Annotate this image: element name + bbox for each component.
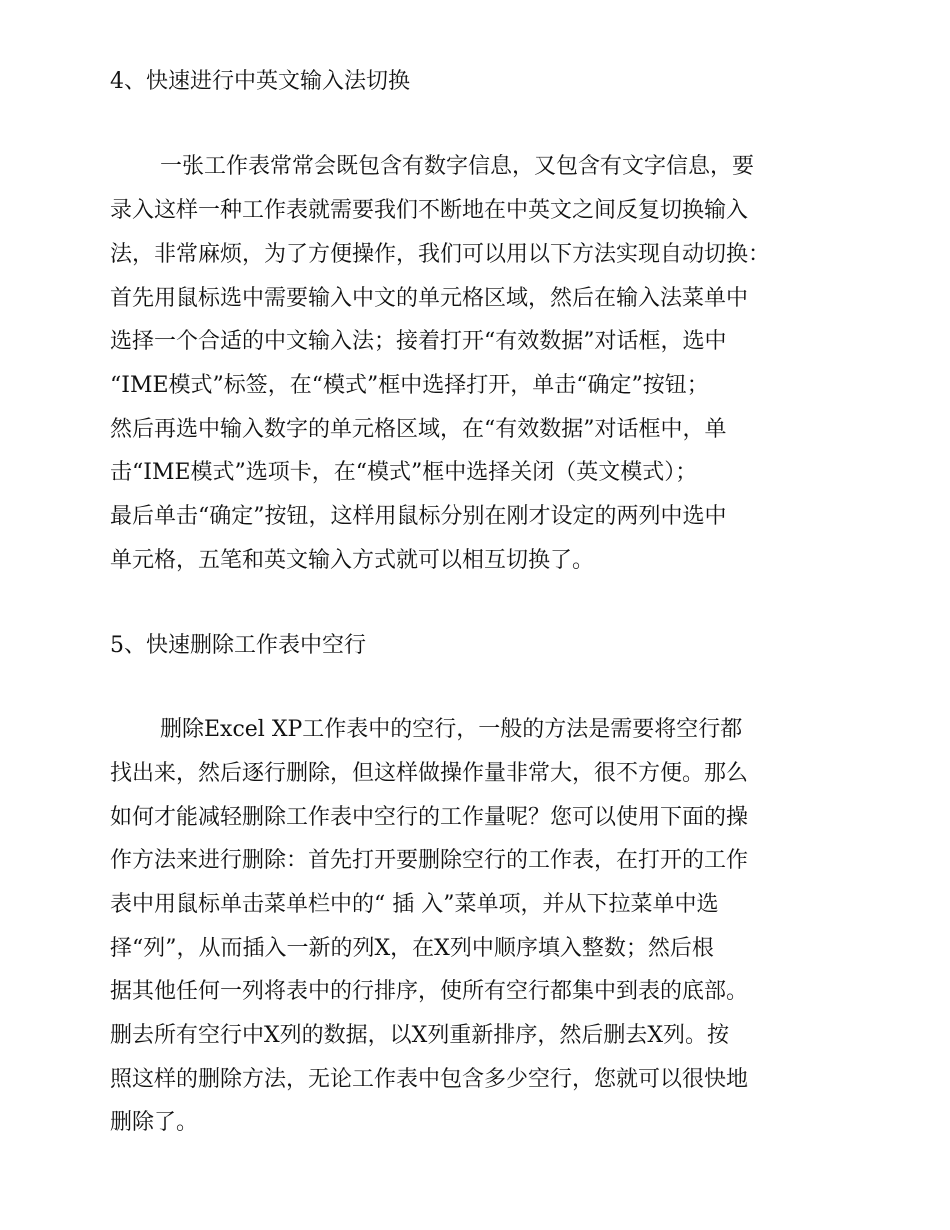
section-4-line-8: 击“IME模式”选项卡，在“模式”框中选择关闭（英文模式）； [110, 460, 698, 485]
section-5-heading: 5、快速删除工作表中空行 [110, 633, 366, 658]
section-5-line-8: 删去所有空行中X列的数据，以X列重新排序，然后删去X列。按 [110, 1023, 729, 1048]
section-5-line-3: 如何才能减轻删除工作表中空行的工作量呢？您可以使用下面的操 [110, 805, 749, 830]
section-5-line-1: 删除Excel XP工作表中的空行，一般的方法是需要将空行都 [160, 717, 743, 742]
section-5-line-7: 据其他任何一列将表中的行排序，使所有空行都集中到表的底部。 [110, 979, 749, 1004]
section-4-line-9: 最后单击“确定”按钮，这样用鼠标分别在刚才设定的两列中选中 [110, 504, 727, 529]
section-5-line-2: 找出来，然后逐行删除，但这样做操作量非常大，很不方便。那么 [110, 761, 749, 786]
section-5-line-4: 作方法来进行删除：首先打开要删除空行的工作表，在打开的工作 [110, 848, 749, 873]
section-4-line-10: 单元格，五笔和英文输入方式就可以相互切换了。 [110, 548, 595, 573]
section-4-line-2: 录入这样一种工作表就需要我们不断地在中英文之间反复切换输入 [110, 198, 749, 223]
section-5-line-9: 照这样的删除方法，无论工作表中包含多少空行，您就可以很快地 [110, 1067, 749, 1092]
section-4-line-7: 然后再选中输入数字的单元格区域，在“有效数据”对话框中，单 [110, 417, 727, 442]
section-4-line-3: 法，非常麻烦，为了方便操作，我们可以用以下方法实现自动切换： [110, 242, 771, 267]
section-5-line-6: 择“列”，从而插入一新的列X，在X列中顺序填入整数；然后根 [110, 936, 714, 961]
section-5-line-5: 表中用鼠标单击菜单栏中的“ 插 入”菜单项，并从下拉菜单中选 [110, 892, 719, 917]
section-4-line-5: 选择一个合适的中文输入法；接着打开“有效数据”对话框，选中 [110, 329, 727, 354]
section-4-line-6: “IME模式”标签，在“模式”框中选择打开，单击“确定”按钮； [110, 373, 709, 398]
section-4-line-4: 首先用鼠标选中需要输入中文的单元格区域，然后在输入法菜单中 [110, 286, 749, 311]
section-5-line-10: 删除了。 [110, 1110, 199, 1135]
section-4-heading: 4、快速进行中英文输入法切换 [110, 69, 410, 94]
section-4-line-1: 一张工作表常常会既包含有数字信息，又包含有文字信息，要 [160, 154, 755, 179]
